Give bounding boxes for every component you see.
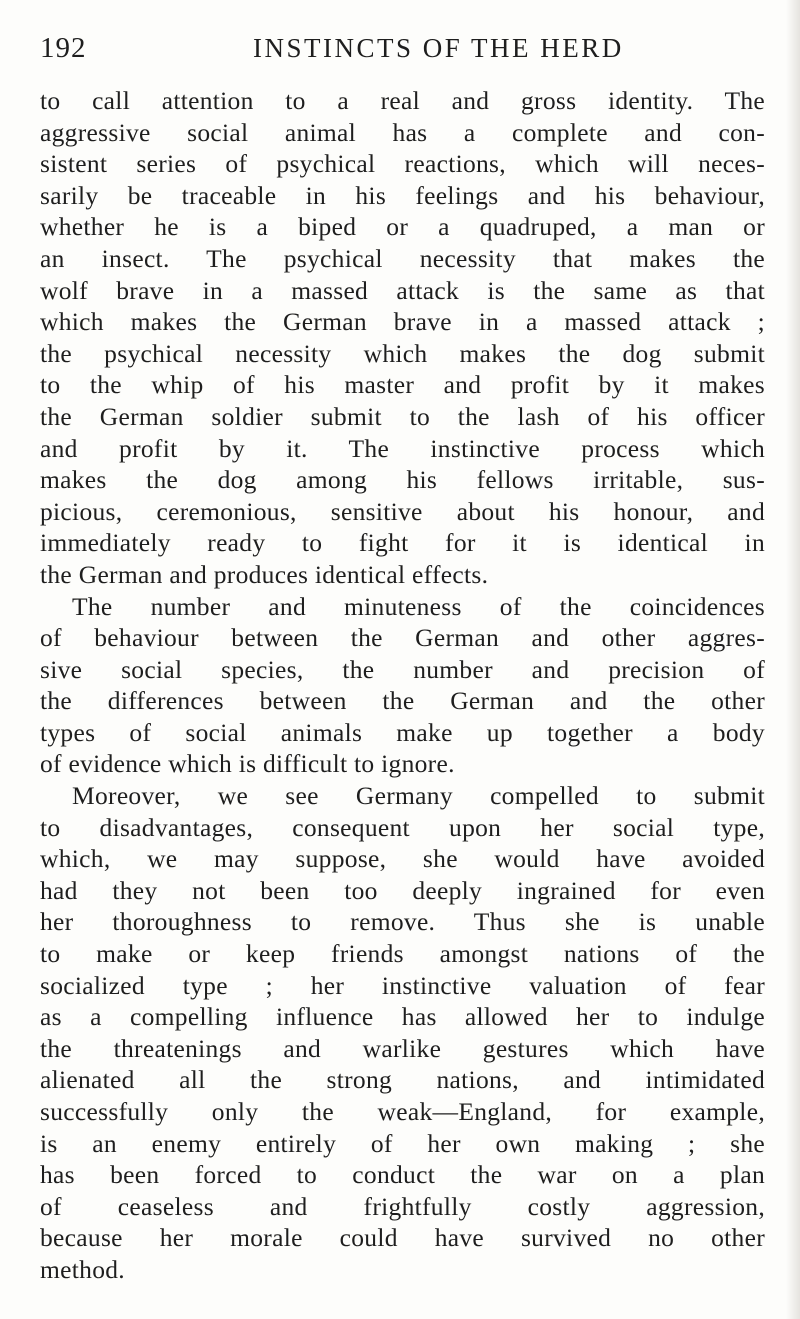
page-number: 192	[40, 32, 87, 64]
text-line: as a compelling influence has allowed her to indulge	[40, 1002, 765, 1032]
running-head	[40, 28, 760, 68]
text-line: types of social animals make up together a body	[40, 717, 765, 747]
text-line: aggressive social animal has a complete and con-	[40, 117, 765, 147]
text-line: sistent series of psychical reactions, which will neces-	[40, 149, 765, 179]
text-line: the German soldier submit to the lash of his officer	[40, 401, 765, 431]
text-line: The number and minuteness of the coincidences	[72, 591, 765, 621]
text-line: had they not been too deeply ingrained for even	[40, 875, 765, 905]
text-line: to call attention to a real and gross identity. The	[40, 86, 765, 115]
text-line: picious, ceremonious, sensitive about his honour, and	[40, 496, 765, 526]
page-edge-shadow	[786, 0, 800, 1319]
text-line: successfully only the weak—England, for example,	[40, 1097, 765, 1126]
text-line: to the whip of his master and profit by it makes	[40, 370, 765, 400]
text-line: and profit by it. The instinctive process which	[40, 433, 765, 463]
text-line: sarily be traceable in his feelings and his behaviour,	[40, 180, 765, 210]
text-line: the threatenings and warlike gestures which have	[40, 1033, 765, 1063]
text-line: makes the dog among his fellows irritable, sus-	[40, 465, 765, 495]
text-line: the psychical necessity which makes the dog submit	[40, 338, 765, 368]
text-line: Moreover, we see Germany compelled to submit	[72, 781, 765, 811]
text-line: socialized type ; her instinctive valuation of fear	[40, 970, 765, 1000]
text-line: of ceaseless and frightfully costly aggression,	[40, 1191, 765, 1221]
text-line: immediately ready to fight for it is identical in	[40, 528, 765, 558]
text-line: whether he is a biped or a quadruped, a man or	[40, 212, 765, 242]
text-line: has been forced to conduct the war on a plan	[40, 1160, 765, 1190]
text-line: alienated all the strong nations, and intimidated	[40, 1065, 765, 1095]
text-line: her thoroughness to remove. Thus she is unable	[40, 907, 765, 937]
text-line: the German and produces identical effects.	[40, 559, 489, 589]
running-title: INSTINCTS OF THE HERD	[253, 33, 624, 63]
text-line: wolf brave in a massed attack is the same as that	[40, 275, 765, 305]
text-line: of evidence which is difficult to ignore.	[40, 749, 455, 779]
body-text	[40, 85, 765, 1286]
text-line: is an enemy entirely of her own making ; she	[40, 1128, 765, 1158]
text-line: the differences between the German and the other	[40, 686, 765, 716]
text-line: method.	[40, 1254, 125, 1284]
text-line: which makes the German brave in a massed attack ;	[40, 307, 765, 337]
text-line: to make or keep friends amongst nations of the	[40, 939, 765, 969]
text-line: of behaviour between the German and other aggres-	[40, 623, 765, 653]
text-line: to disadvantages, consequent upon her social type,	[40, 812, 765, 842]
text-line: an insect. The psychical necessity that makes the	[40, 243, 765, 273]
text-line: because her morale could have survived no other	[40, 1223, 765, 1253]
text-line: which, we may suppose, she would have avoided	[40, 844, 765, 874]
text-line: sive social species, the number and precision of	[40, 654, 765, 684]
